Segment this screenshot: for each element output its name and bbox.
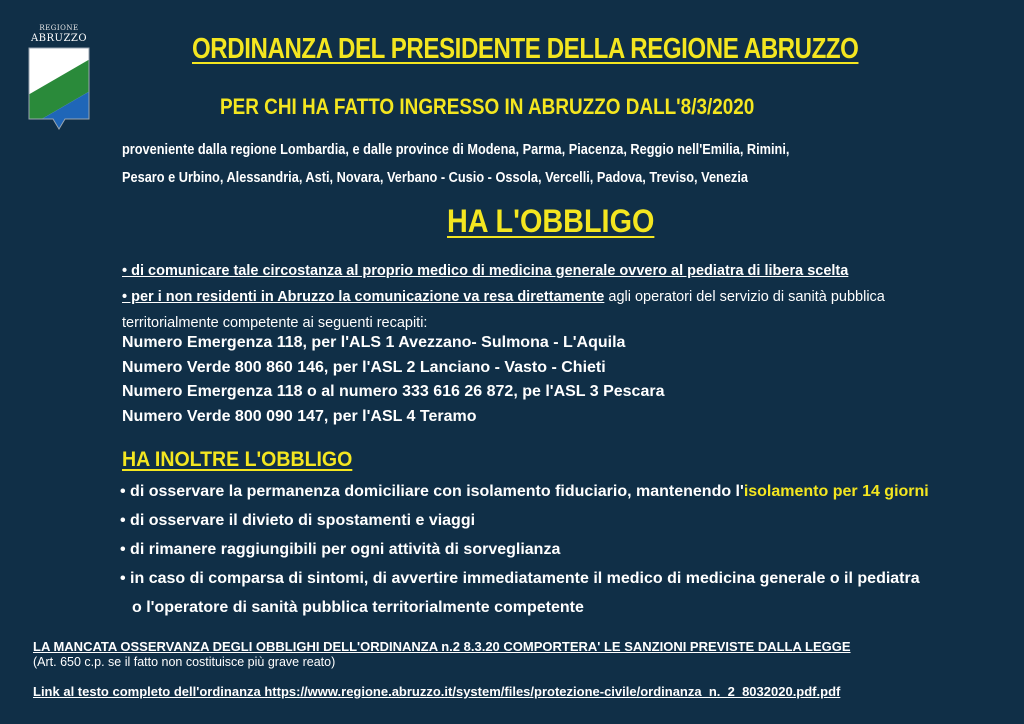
inoltre-item-4: • in caso di comparsa di sintomi, di avvertire immediatamente il medico di medicina generale o il pediatra <box>120 570 920 587</box>
obbligo-item-2-rest: agli operatori del servizio di sanità pubblica <box>604 289 885 305</box>
abruzzo-shield-icon <box>28 47 90 131</box>
obbligo-item-2-line2: territorialmente competente ai seguenti recapiti: <box>122 315 428 331</box>
obbligo-item-2-underlined: • per i non residenti in Abruzzo la comunicazione va resa direttamente <box>122 289 605 305</box>
inoltre-item-2: • di osservare il divieto di spostamenti e viaggi <box>120 512 476 529</box>
contact-asl-4: Numero Verde 800 090 147, per l'ASL 4 Teramo <box>122 407 477 425</box>
obbligo-heading: HA L'OBBLIGO <box>447 203 655 239</box>
ordinance-link[interactable]: Link al testo completo dell'ordinanza https://www.regione.abruzzo.it/system/files/protezione-civile/ordinanza_n._2_8032020.pdf.pdf <box>33 684 841 699</box>
contact-numbers <box>122 331 664 429</box>
contact-asl-1: Numero Emergenza 118, per l'ALS 1 Avezzano- Sulmona - L'Aquila <box>122 334 626 351</box>
obbligo-list <box>122 258 885 336</box>
origin-line-1: proveniente dalla regione Lombardia, e dalle province di Modena, Parma, Piacenza, Reggio nell'Emilia, Rimini, <box>122 142 790 158</box>
page-subtitle: PER CHI HA FATTO INGRESSO IN ABRUZZO DALL'8/3/2020 <box>220 94 755 119</box>
page-title: ORDINANZA DEL PRESIDENTE DELLA REGIONE ABRUZZO <box>192 33 859 65</box>
logo-text-abruzzo: ABRUZZO <box>30 33 88 44</box>
inoltre-item-1 <box>120 477 929 506</box>
obbligo-item-1: • di comunicare tale circostanza al proprio medico di medicina generale ovvero al pediatra di libera scelta <box>122 263 849 279</box>
logo-text-regione: REGIONE <box>39 24 79 32</box>
origin-line-2: Pesaro e Urbino, Alessandria, Asti, Novara, Verbano - Cusio - Ossola, Vercelli, Padova, Treviso, Venezia <box>122 170 748 186</box>
inoltre-heading: HA INOLTRE L'OBBLIGO <box>122 448 353 471</box>
contact-asl-2: Numero Verde 800 860 146, per l'ASL 2 Lanciano - Vasto - Chieti <box>122 358 606 376</box>
contact-asl-3: Numero Emergenza 118 o al numero 333 616 26 872, pe l'ASL 3 Pescara <box>122 383 665 400</box>
inoltre-list <box>120 477 929 622</box>
origin-regions-text <box>122 136 789 192</box>
regione-abruzzo-logo <box>26 24 92 131</box>
sanctions-warning: LA MANCATA OSSERVANZA DEGLI OBBLIGHI DELL'ORDINANZA n.2 8.3.20 COMPORTERA' LE SANZIONI PREVISTE DALLA LEGGE <box>33 639 851 654</box>
inoltre-item-4-line2: o l'operatore di sanità pubblica territorialmente competente <box>132 599 584 616</box>
sanctions-note: (Art. 650 c.p. se il fatto non costituisce più grave reato) <box>33 655 336 669</box>
inoltre-item-1-text: • di osservare la permanenza domiciliare con isolamento fiduciario, mantenendo l' <box>120 483 744 500</box>
inoltre-item-1-highlight: isolamento per 14 giorni <box>743 483 929 500</box>
inoltre-item-3: • di rimanere raggiungibili per ogni attività di sorveglianza <box>120 541 561 558</box>
